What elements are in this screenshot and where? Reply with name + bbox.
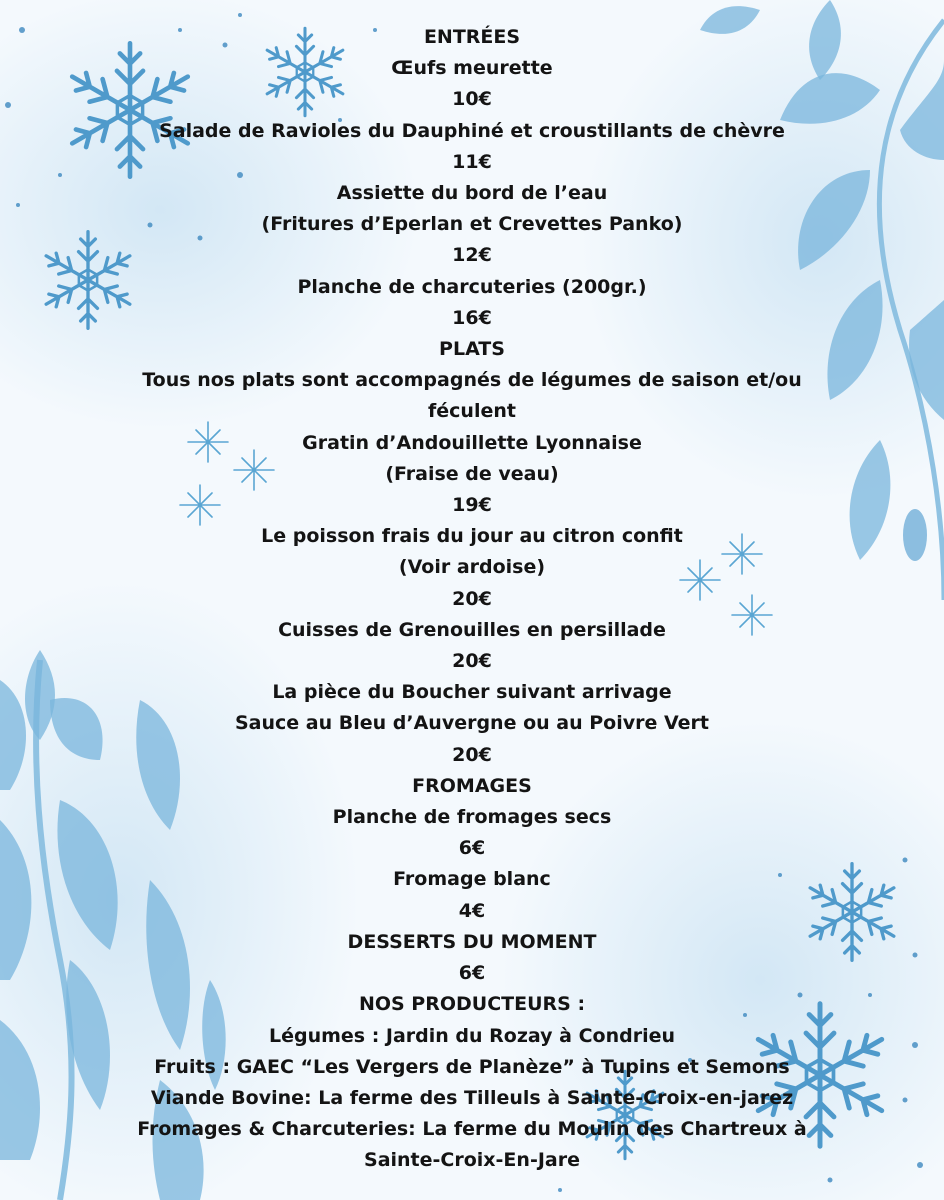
menu-item-name: La pièce du Boucher suivant arrivage xyxy=(272,681,672,704)
menu-item-name: Œufs meurette xyxy=(391,57,553,80)
menu-item-detail: (Fritures d’Eperlan et Crevettes Panko) xyxy=(261,213,683,236)
menu-item-price: 4€ xyxy=(458,899,486,922)
menu-item-name: Le poisson frais du jour au citron confit xyxy=(261,525,683,548)
menu-item-price: 16€ xyxy=(452,306,492,329)
menu-item-name: Cuisses de Grenouilles en persillade xyxy=(278,618,666,641)
menu-item-price: 10€ xyxy=(452,88,492,111)
section-heading-desserts: DESSERTS DU MOMENT xyxy=(347,930,597,953)
section-heading-fromages: FROMAGES xyxy=(412,774,532,797)
section-heading-producteurs: NOS PRODUCTEURS : xyxy=(358,993,586,1016)
menu-item-price: 11€ xyxy=(452,150,492,173)
menu-item-detail: (Fraise de veau) xyxy=(385,462,559,485)
menu-item-price: 19€ xyxy=(452,494,492,517)
menu-item-price: 6€ xyxy=(458,837,486,860)
menu-item-name: Fromage blanc xyxy=(393,868,551,891)
section-heading-entrees: ENTRÉES xyxy=(423,26,521,48)
menu-item-name: Salade de Ravioles du Dauphiné et croustillants de chèvre xyxy=(159,119,785,142)
producer-line: Fruits : GAEC “Les Vergers de Planèze” à Tupins et Semons xyxy=(154,1055,790,1078)
menu-item-price: 12€ xyxy=(452,244,492,267)
menu-item-price: 20€ xyxy=(452,650,492,673)
menu-item-price: 20€ xyxy=(452,743,492,766)
menu-item-name: Gratin d’Andouillette Lyonnaise xyxy=(302,431,642,454)
menu-item-name: Planche de fromages secs xyxy=(332,806,612,829)
menu-item-price: 6€ xyxy=(458,962,486,985)
menu-item-price: 20€ xyxy=(452,587,492,610)
menu-content xyxy=(0,22,944,1177)
producer-line: Viande Bovine: La ferme des Tilleuls à Sainte-Croix-en-jarez xyxy=(150,1086,794,1109)
menu-item-detail: Sauce au Bleu d’Auvergne ou au Poivre Vert xyxy=(234,712,709,735)
menu-item-detail: (Voir ardoise) xyxy=(398,556,546,579)
producer-line: Légumes : Jardin du Rozay à Condrieu xyxy=(268,1024,676,1047)
menu-item-name: Planche de charcuteries (200gr.) xyxy=(297,275,647,298)
section-heading-plats: PLATS xyxy=(439,338,505,361)
menu-item-name: Assiette du bord de l’eau xyxy=(336,182,608,205)
section-note: Tous nos plats sont accompagnés de légumes de saison et/ou féculent xyxy=(142,369,802,423)
producer-line: Fromages & Charcuteries: La ferme du Moulin des Chartreux à xyxy=(137,1118,807,1141)
producer-line: Sainte-Croix-En-Jare xyxy=(364,1149,580,1172)
